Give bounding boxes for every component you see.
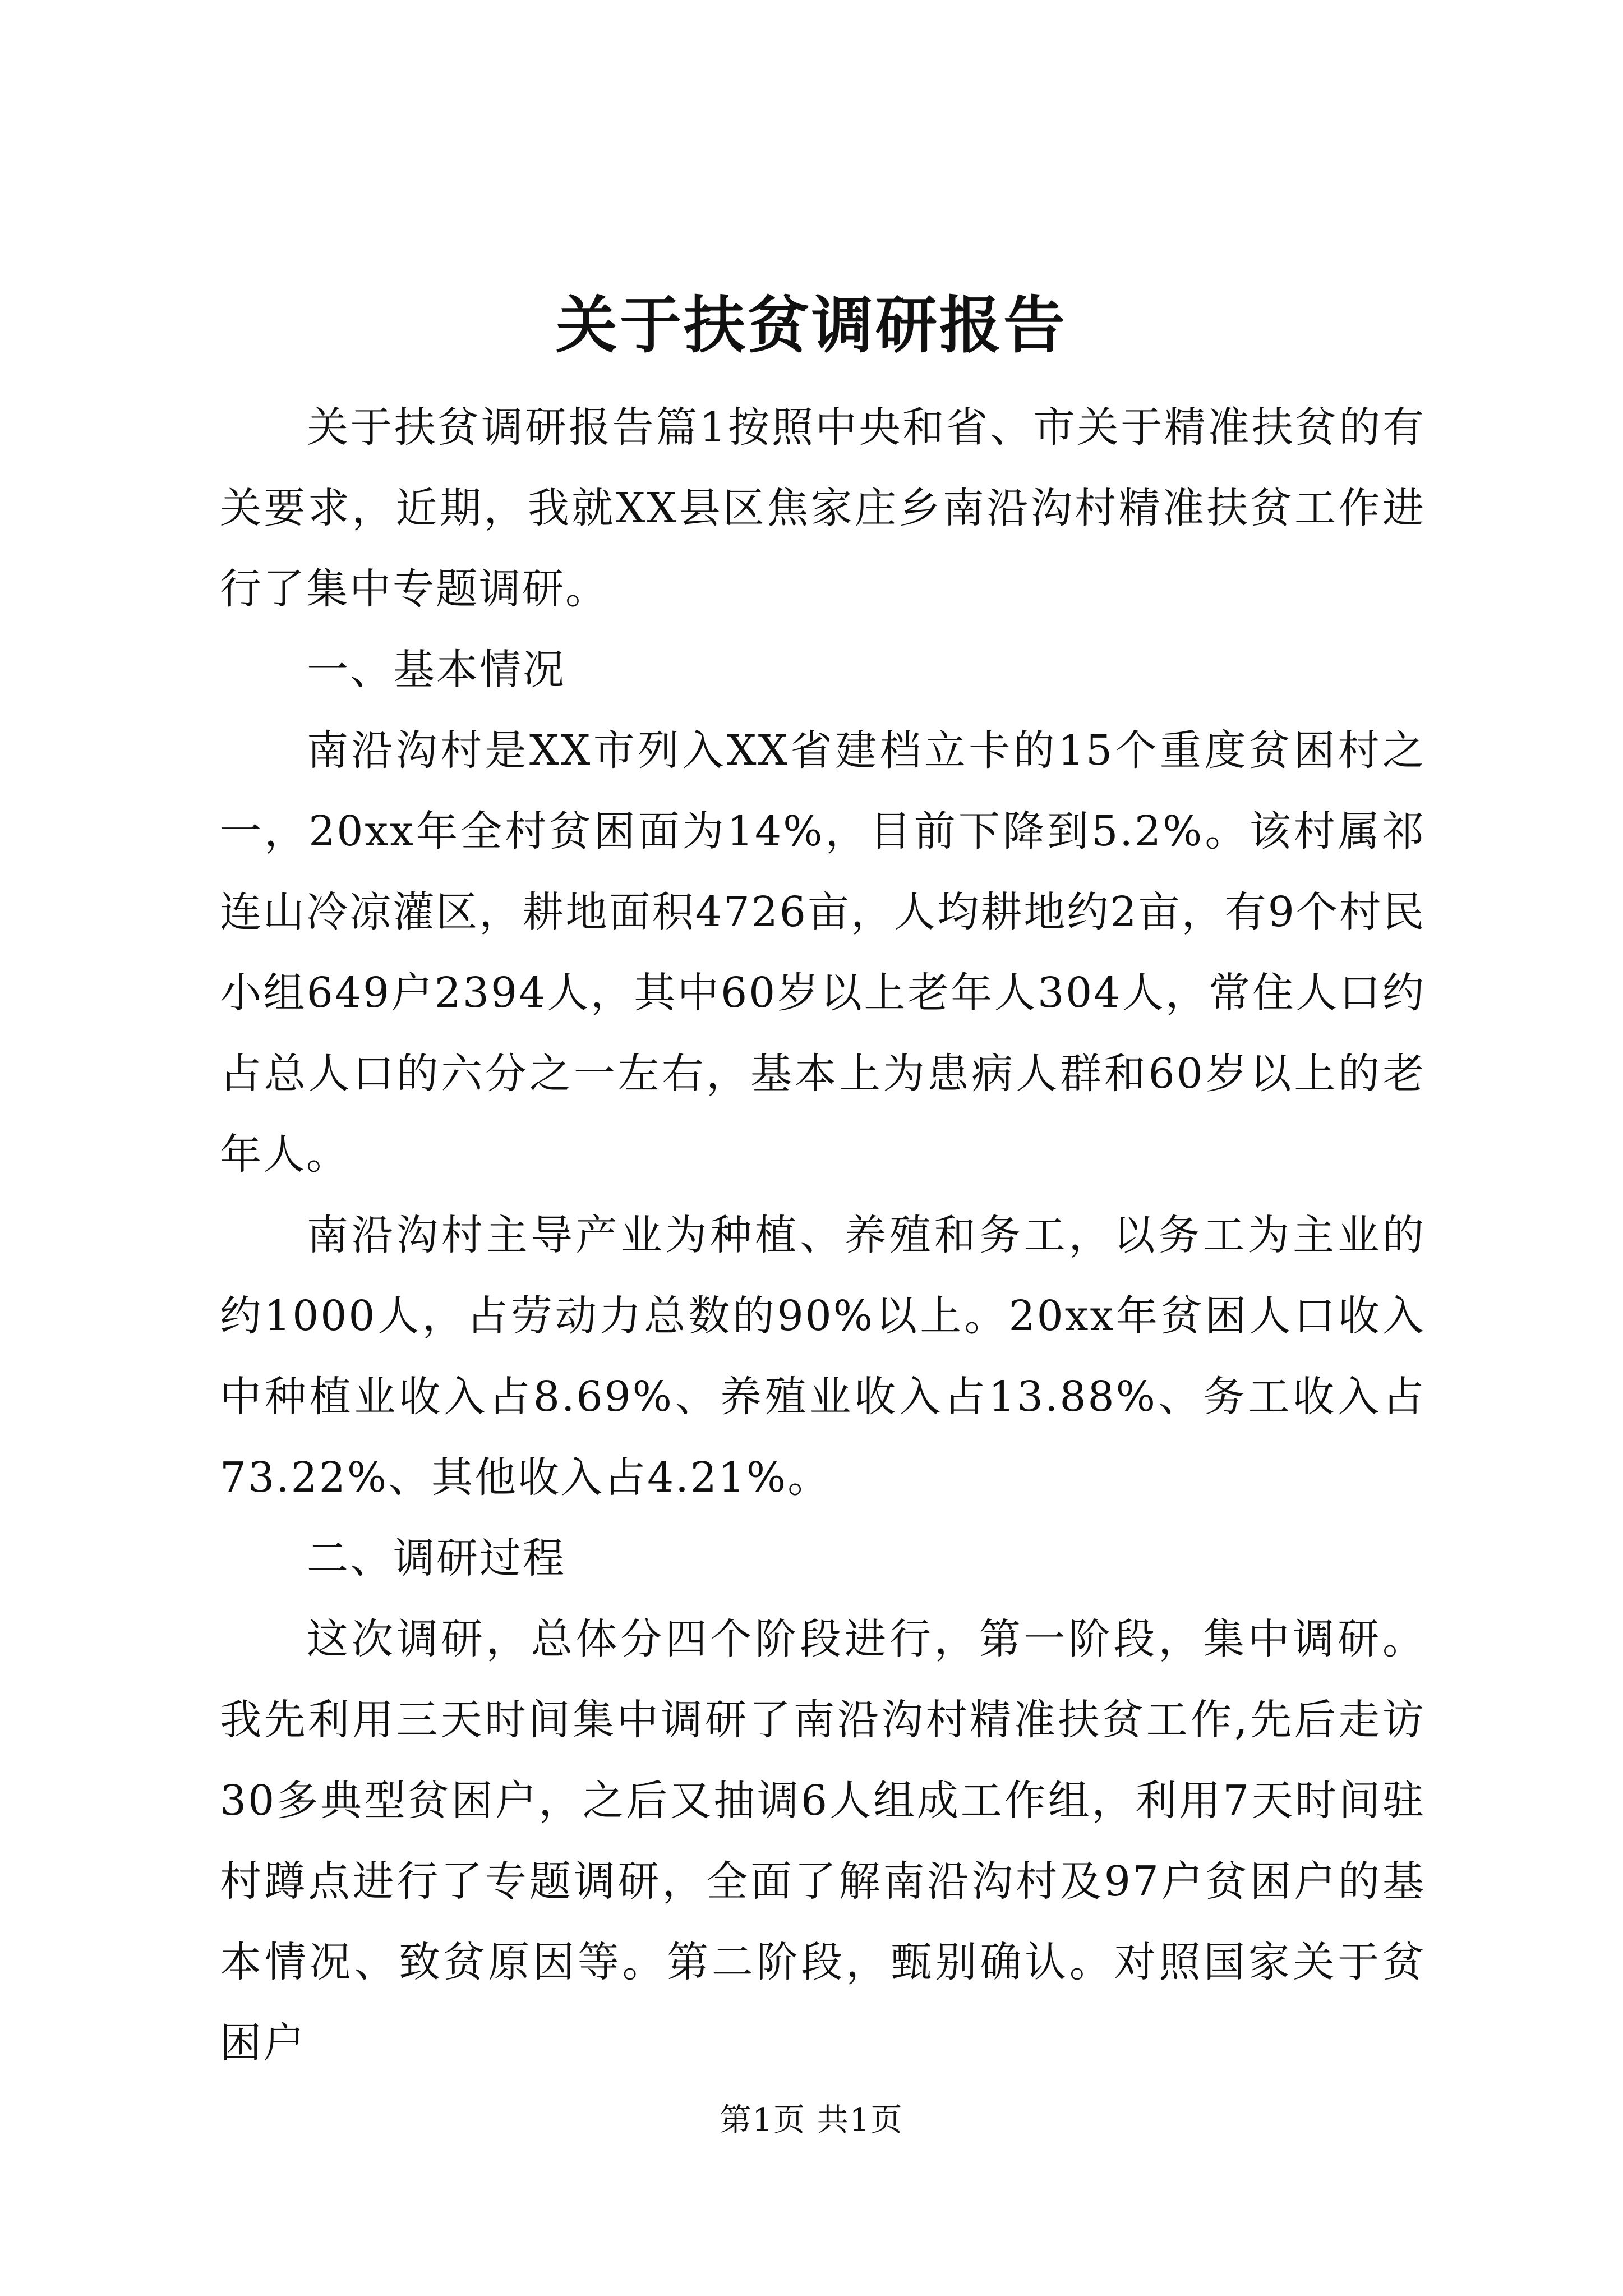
section-heading-basic-situation: 一、基本情况 [307, 646, 566, 694]
paragraph-intro: 关于扶贫调研报告篇1按照中央和省、市关于精准扶贫的有关要求，近期，我就XX县区焦家庄乡南沿沟村精准扶贫工作进行了集中专题调研。 [220, 403, 1426, 613]
paragraph-industry-income: 南沿沟村主导产业为种植、养殖和务工，以务工为主业的约1000人，占劳动力总数的90%以上。20xx年贫困人口收入中种植业收入占8.69%、养殖业收入占13.88%、务工收入占73.22%、其他收入占4.21%。 [220, 1211, 1426, 1502]
section-heading-research-process: 二、调研过程 [307, 1534, 566, 1582]
paragraph-research-stages: 这次调研，总体分四个阶段进行，第一阶段，集中调研。我先利用三天时间集中调研了南沿沟村精准扶贫工作,先后走访30多典型贫困户，之后又抽调6人组成工作组，利用7天时间驻村蹲点进行了专题调研，全面了解南沿沟村及97户贫困户的基本情况、致贫原因等。第二阶段，甄别确认。对照国家关于贫困户 [220, 1615, 1426, 2067]
paragraph-village-overview: 南沿沟村是XX市列入XX省建档立卡的15个重度贫困村之一，20xx年全村贫困面为14%，目前下降到5.2%。该村属祁连山冷凉灌区，耕地面积4726亩，人均耕地约2亩，有9个村民小组649户2394人，其中60岁以上老年人304人，常住人口约占总人口的六分之一左右，基本上为患病人群和60岁以上的老年人。 [220, 726, 1426, 1179]
document-title: 关于扶贫调研报告 [556, 289, 1067, 361]
page-footer: 第1页 共1页 [720, 2102, 903, 2138]
document-body [220, 387, 1426, 2083]
